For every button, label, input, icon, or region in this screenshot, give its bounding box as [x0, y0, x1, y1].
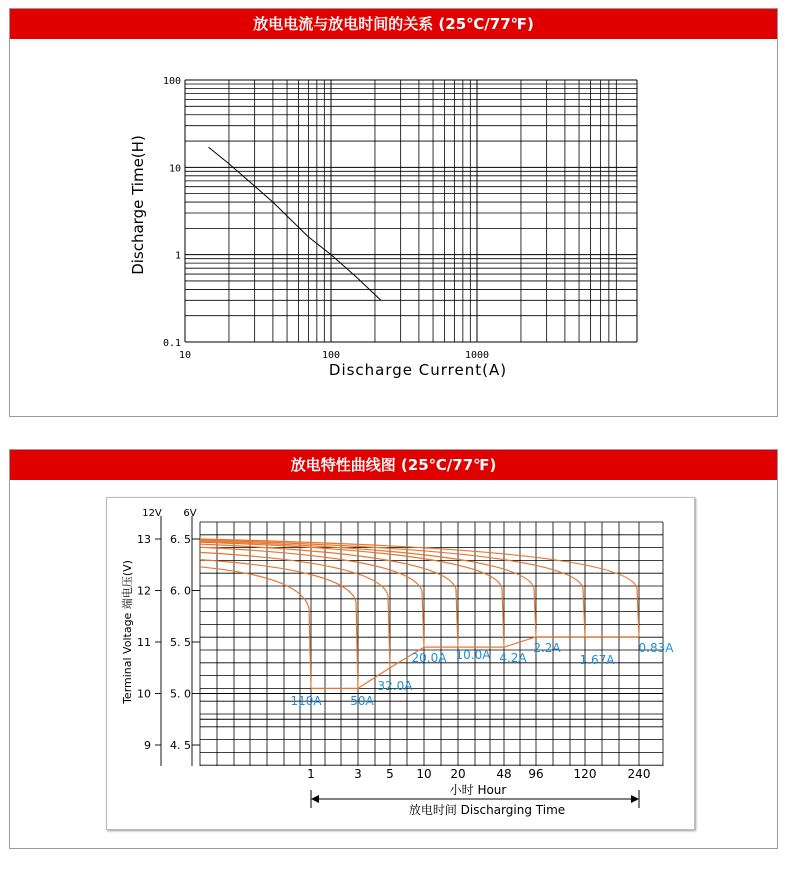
x-axis-label-2: 放电时间 Discharging Time — [408, 803, 566, 817]
x-tick-label: 10 — [178, 350, 192, 361]
x-tick-label: 10 — [416, 767, 432, 781]
discharge-time-panel — [9, 8, 778, 417]
discharge-curve — [200, 552, 390, 667]
x-tick-label: 100 — [321, 350, 341, 361]
y-tick-label-12v: 9 — [144, 739, 151, 752]
y-tick-label: 1 — [174, 250, 181, 262]
discharge-curve — [200, 539, 639, 637]
series-label: 20.0A — [411, 651, 447, 665]
y-axis-label: Discharge Time(H) — [129, 135, 147, 275]
x-tick-label: 48 — [496, 767, 512, 781]
y-axis-label: Terminal Voltage 端电压(V) — [121, 560, 134, 704]
x-axis-label: Discharge Current(A) — [328, 361, 508, 379]
y-tick-label-6v: 5. 0 — [170, 687, 191, 701]
x-tick-label: 20 — [450, 767, 466, 781]
chart2-title: 放电特性曲线图 (25℃/77℉) — [10, 450, 777, 480]
discharge-curve-chart — [10, 450, 777, 848]
discharge-curve — [200, 544, 458, 647]
y-tick-label-6v: 4. 5 — [170, 739, 191, 752]
x-tick-label: 96 — [528, 767, 544, 781]
y-tick-label-12v: 12 — [137, 584, 151, 598]
y-tick-label-12v: 11 — [137, 636, 151, 649]
series-label: 110A — [290, 694, 322, 708]
x-tick-label: 5 — [386, 767, 394, 781]
y-tick-label-12v: 13 — [137, 533, 151, 546]
series-label: 2.2A — [533, 641, 561, 655]
y-tick-label-6v: 5. 5 — [170, 636, 191, 649]
arrow-left-icon — [311, 795, 319, 803]
y-tick-label: 10 — [168, 163, 181, 175]
x-tick-label: 3 — [354, 767, 362, 781]
arrow-right-icon — [631, 795, 639, 803]
discharge-curve — [200, 560, 358, 689]
y-tick-label: 100 — [162, 76, 181, 87]
series-label: 32.0A — [377, 679, 413, 693]
y-tick-label-12v: 10 — [137, 687, 151, 701]
series-label: 50A — [350, 694, 374, 708]
discharge-curve-panel — [9, 449, 778, 849]
x-tick-label: 1000 — [464, 350, 490, 361]
x-axis-label: 小时 Hour — [449, 783, 507, 797]
series-label: 4.2A — [499, 651, 527, 665]
discharge-time-line — [209, 147, 381, 300]
discharge-time-chart — [10, 9, 777, 416]
y-tick-label: 0.1 — [162, 338, 181, 349]
y-header-6v: 6V — [183, 508, 197, 519]
x-tick-label: 1 — [307, 767, 315, 781]
x-tick-label: 120 — [573, 767, 597, 781]
y-tick-label-6v: 6. 5 — [170, 533, 191, 546]
series-label: 1.67A — [579, 653, 615, 667]
chart1-title: 放电电流与放电时间的关系 (25℃/77℉) — [10, 9, 777, 39]
x-tick-label: 240 — [627, 767, 651, 781]
y-tick-label-6v: 6. 0 — [170, 584, 191, 598]
series-label: 0.83A — [638, 641, 674, 655]
y-header-12v: 12V — [142, 508, 162, 519]
series-label: 10.0A — [455, 648, 491, 662]
